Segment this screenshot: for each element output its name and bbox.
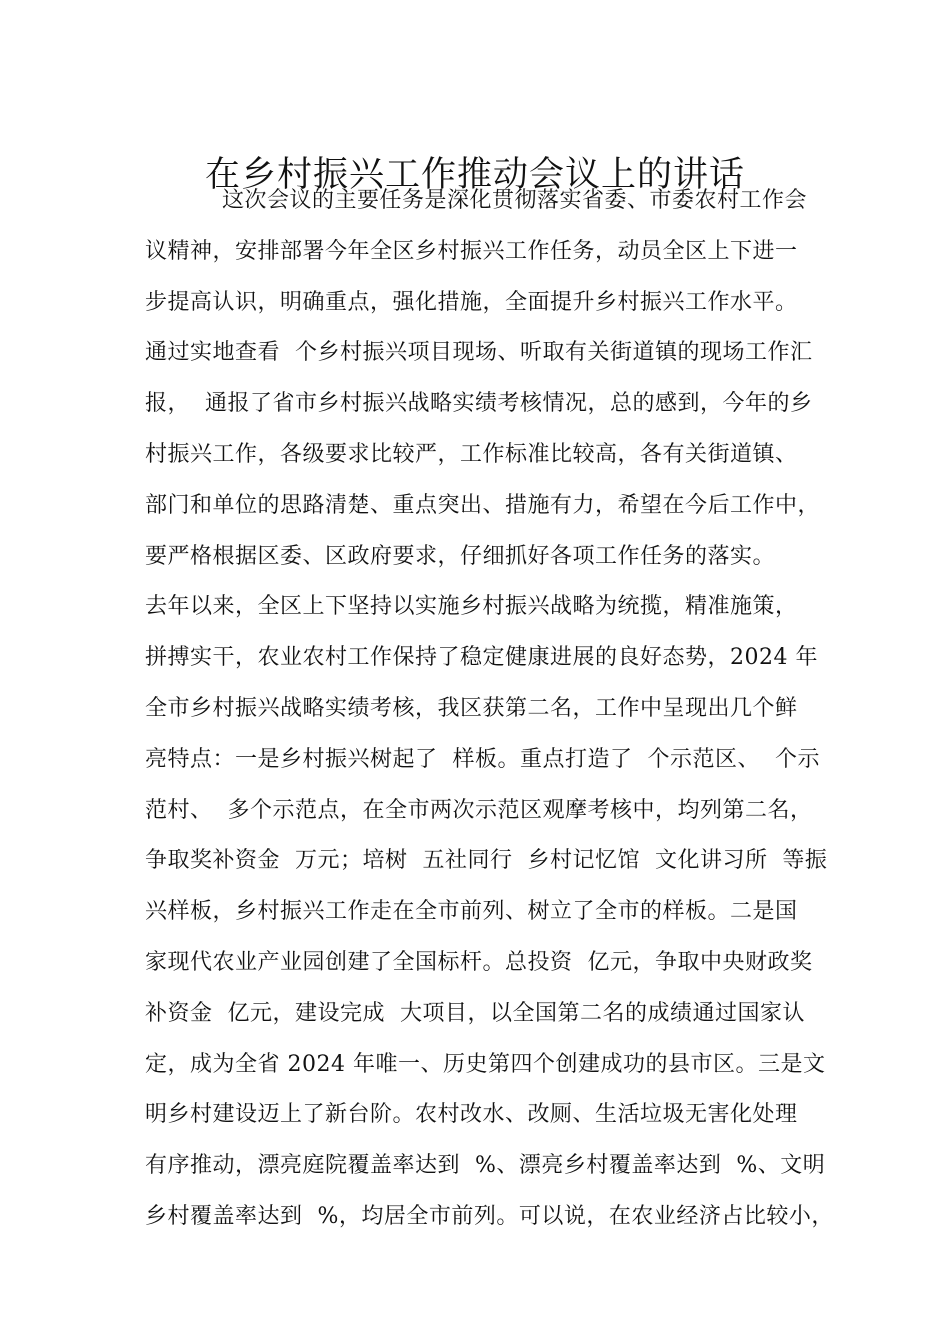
paragraph-line: 亮特点：一是乡村振兴树起了 样板。重点打造了 个示范区、 个示 — [145, 746, 820, 772]
paragraph-line: 要严格根据区委、区政府要求，仔细抓好各项工作任务的落实。 — [145, 543, 776, 569]
paragraph-line: 通过实地查看 个乡村振兴项目现场、听取有关街道镇的现场工作汇 — [145, 340, 813, 366]
document-title: 在乡村振兴工作推动会议上的讲话 — [204, 155, 745, 196]
paragraph-line: 议精神，安排部署今年全区乡村振兴工作任务，动员全区上下进一 — [145, 238, 798, 264]
paragraph-line: 家现代农业产业园创建了全国标杆。总投资 亿元，争取中央财政奖 — [145, 949, 813, 975]
paragraph-line: 范村、 多个示范点，在全市两次示范区观摩考核中，均列第二名， — [145, 797, 813, 823]
paragraph-line: 全市乡村振兴战略实绩考核，我区获第二名，工作中呈现出几个鲜 — [145, 695, 798, 721]
paragraph-line: 这次会议的主要任务是深化贯彻落实省委、市委农村工作会 — [222, 188, 808, 213]
paragraph-line: 村振兴工作，各级要求比较严，工作标准比较高，各有关街道镇、 — [145, 441, 798, 467]
paragraph-line: 去年以来，全区上下坚持以实施乡村振兴战略为统揽，精准施策， — [145, 594, 798, 620]
paragraph-line: 有序推动，漂亮庭院覆盖率达到 %、漂亮乡村覆盖率达到 %、文明 — [145, 1153, 826, 1179]
paragraph-line: 争取奖补资金 万元；培树 五社同行 乡村记忆馆 文化讲习所 等振 — [145, 848, 828, 874]
paragraph-line: 乡村覆盖率达到 %，均居全市前列。可以说，在农业经济占比较小， — [145, 1203, 834, 1229]
paragraph-line: 兴样板，乡村振兴工作走在全市前列、树立了全市的样板。二是国 — [145, 899, 798, 925]
paragraph-line: 补资金 亿元，建设完成 大项目，以全国第二名的成绩通过国家认 — [145, 1000, 805, 1026]
paragraph-line: 报， 通报了省市乡村振兴战略实绩考核情况，总的感到，今年的乡 — [145, 391, 813, 417]
paragraph-line: 步提高认识，明确重点，强化措施，全面提升乡村振兴工作水平。 — [145, 289, 798, 315]
paragraph-line: 定，成为全省 2024 年唯一、历史第四个创建成功的县市区。三是文 — [145, 1051, 826, 1077]
paragraph-line: 部门和单位的思路清楚、重点突出、措施有力，希望在今后工作中， — [145, 492, 821, 518]
paragraph-line: 明乡村建设迈上了新台阶。农村改水、改厕、生活垃圾无害化处理 — [145, 1102, 798, 1128]
document-body — [145, 181, 845, 1248]
paragraph-line: 拼搏实干，农业农村工作保持了稳定健康进展的良好态势，2024 年 — [145, 645, 818, 671]
